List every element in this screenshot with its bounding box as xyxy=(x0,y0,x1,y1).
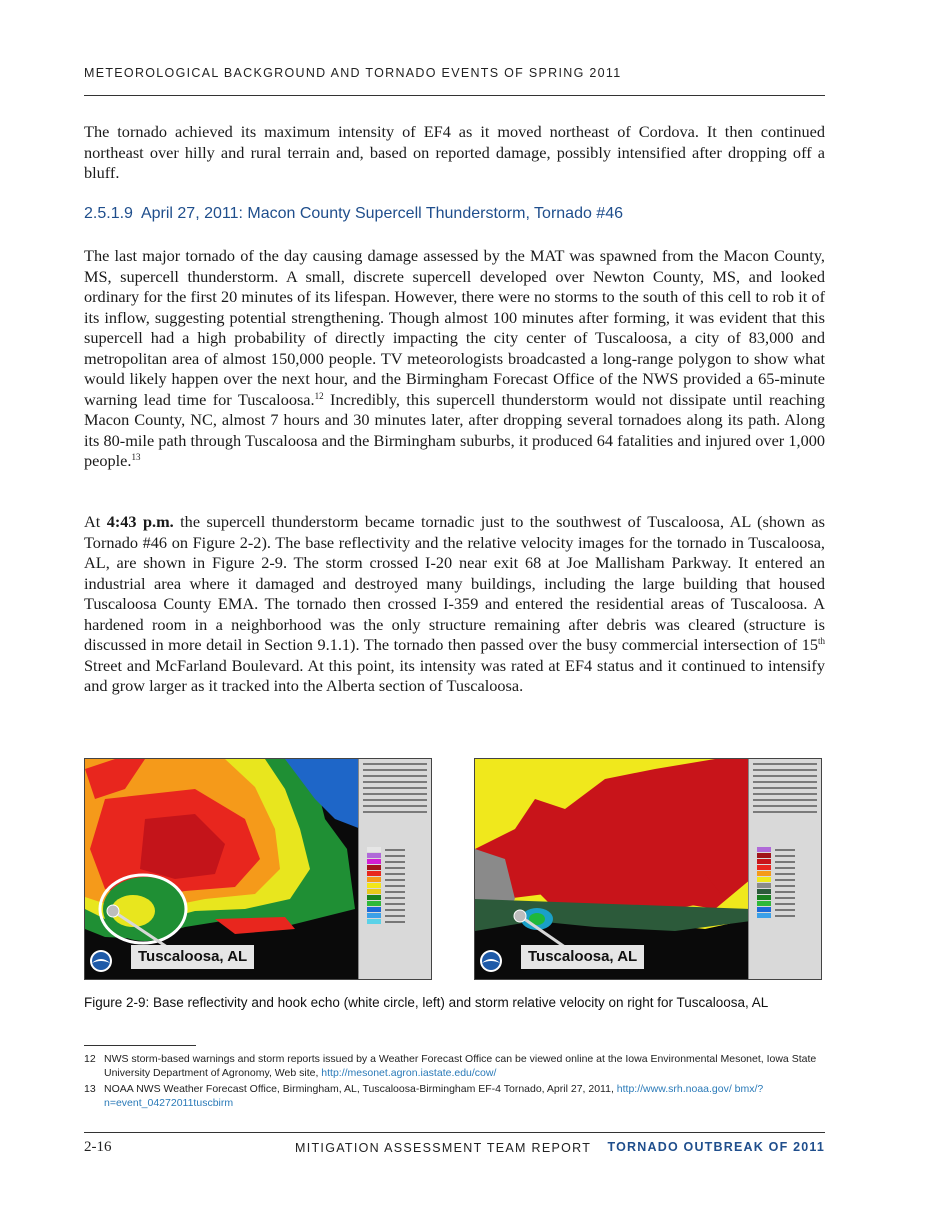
footnote-ref-13[interactable]: 13 xyxy=(131,452,141,462)
reflectivity-color-scale xyxy=(367,847,381,925)
radar-reflectivity-image xyxy=(84,758,432,980)
footnote-link-srh-noaa[interactable]: http://www.srh.noaa.gov/ bmx/?n=event_04272011tuscbirm xyxy=(104,1083,764,1109)
paragraph-macon-supercell xyxy=(84,246,825,472)
p3-time: 4:43 p.m. xyxy=(106,512,174,531)
p3-ordinal: th xyxy=(817,636,825,646)
reflectivity-legend xyxy=(358,759,431,979)
footnote-13 xyxy=(84,1082,825,1110)
p3-text-a: the supercell thunderstorm became tornadic just to the southwest of Tuscaloosa, AL (shown as Tornado #46 on Figure 2-2). The base reflectivity and the relative velocity images for the tornado in Tuscaloosa, AL, are shown in Figure 2-9. The storm crossed I-20 near exit 68 at Joe Mallisham Parkway. It entered an industrial area where it damaged and destroyed many buildings, including the large building that housed Tuscaloosa County EMA. The tornado then crossed I-359 and entered the residential areas of Tuscaloosa. A hardened room in a neighborhood was the only structure remaining after debris was cleared (structure is discussed in more detail in Section 9.1.1). The tornado then passed over the busy commercial intersection of 15 xyxy=(84,512,825,654)
section-heading xyxy=(84,205,623,223)
footnote-text: NOAA NWS Weather Forecast Office, Birmingham, AL, Tuscaloosa-Birmingham EF-4 Tornado, April 27, 2011, xyxy=(104,1083,617,1095)
p3-lead: At xyxy=(84,512,107,531)
header-rule xyxy=(84,95,825,96)
velocity-legend xyxy=(748,759,821,979)
velocity-color-scale xyxy=(757,847,771,919)
paragraph-tuscaloosa-track xyxy=(84,512,825,697)
page-number: 2-16 xyxy=(84,1139,112,1155)
noaa-logo-icon xyxy=(479,949,503,973)
p3-text-b: Street and McFarland Boulevard. At this point, its intensity was rated at EF4 status and it continued to intensify and grow larger as it tracked into the Alberta section of Tuscaloosa. xyxy=(84,655,825,695)
section-number: 2.5.1.9 xyxy=(84,205,133,222)
footnote-rule xyxy=(84,1045,196,1046)
paragraph-cordova: The tornado achieved its maximum intensity of EF4 as it moved northeast of Cordova. It then continued northeast over hilly and rural terrain and, based on reported damage, possibly intensified after dropping off a bluff. xyxy=(84,122,825,182)
footnote-12 xyxy=(84,1052,825,1080)
p2-text-b: Incredibly, this supercell thunderstorm would not dissipate until reaching Macon County, NC, almost 7 hours and 30 minutes later, after dropping several tornadoes along its path. Along its 80-mile path through Tuscaloosa and the Birmingham suburbs, it produced 64 fatalities and injured over 1,000 people. xyxy=(84,389,825,470)
footer-rule xyxy=(84,1132,825,1133)
footnote-link-mesonet[interactable]: http://mesonet.agron.iastate.edu/cow/ xyxy=(321,1067,497,1079)
footnote-number: 12 xyxy=(84,1053,96,1065)
footnote-text: NWS storm-based warnings and storm reports issued by a Weather Forecast Office can be viewed online at the Iowa Environmental Mesonet, Iowa State University Department of Agronomy, Web site, xyxy=(104,1053,817,1079)
footer-report-name: MITIGATION ASSESSMENT TEAM REPORT xyxy=(295,1141,592,1155)
p2-text-a: The last major tornado of the day causing damage assessed by the MAT was spawned from the Macon County, MS, supercell thunderstorm. A small, discrete supercell developed over Newton County, MS, and looked ordinary for the first 20 minutes of its lifespan. However, there were no storms to the south of this cell to rob it of its inflow, suggesting potential strengthening. Though almost 100 minutes after forming, it was evident that this supercell had a high probability of directly impacting the city center of Tuscaloosa, a city of 83,000 and metropolitan area of almost 150,000 people. TV meteorologists broadcasted a long-range polygon to show what would likely happen over the next hour, and the Birmingham Forecast Office of the NWS provided a 65-minute warning lead time for Tuscaloosa. xyxy=(84,246,825,409)
figure-caption: Figure 2-9: Base reflectivity and hook echo (white circle, left) and storm relative velocity on right for Tuscaloosa, AL xyxy=(84,995,769,1010)
footnote-number: 13 xyxy=(84,1083,96,1095)
footnote-ref-12[interactable]: 12 xyxy=(314,390,324,401)
running-head: METEOROLOGICAL BACKGROUND AND TORNADO EVENTS OF SPRING 2011 xyxy=(84,66,622,80)
tuscaloosa-label-left: Tuscaloosa, AL xyxy=(131,945,254,969)
tuscaloosa-label-right: Tuscaloosa, AL xyxy=(521,945,644,969)
footer-report-title: TORNADO OUTBREAK OF 2011 xyxy=(607,1140,825,1154)
noaa-logo-icon xyxy=(89,949,113,973)
section-title: April 27, 2011: Macon County Supercell Thunderstorm, Tornado #46 xyxy=(140,205,623,222)
radar-velocity-image xyxy=(474,758,822,980)
